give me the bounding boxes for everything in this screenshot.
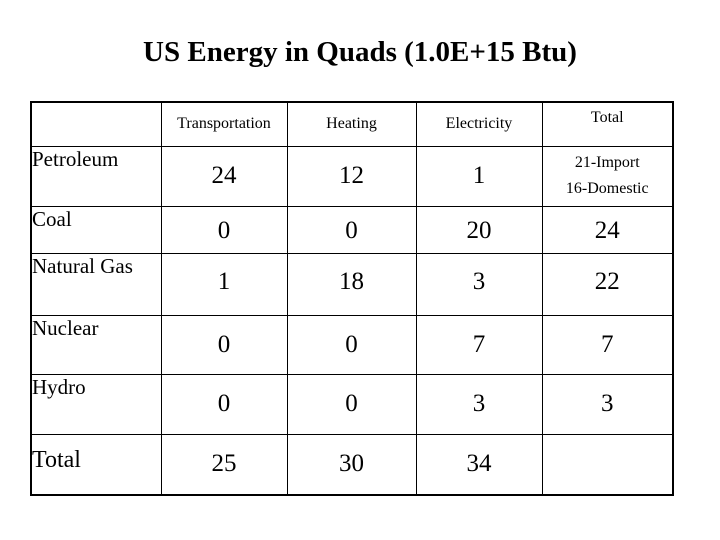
corner-cell (31, 102, 161, 146)
cell-total-total (542, 434, 673, 495)
petroleum-domestic-total: 16-Domestic (565, 180, 649, 197)
cell-hydro-total: 3 (542, 374, 673, 434)
energy-table (30, 101, 674, 496)
slide-title: US Energy in Quads (1.0E+15 Btu) (143, 36, 577, 68)
column-header-transportation: Transportation (161, 102, 287, 146)
cell-nuclear-heating: 0 (287, 315, 416, 374)
cell-coal-transportation: 0 (161, 206, 287, 253)
row-label-petroleum: Petroleum (31, 146, 161, 206)
cell-coal-heating: 0 (287, 206, 416, 253)
cell-natural-gas-heating: 18 (287, 253, 416, 315)
cell-petroleum-transportation: 24 (161, 146, 287, 206)
table-row-petroleum (31, 146, 673, 206)
cell-coal-electricity: 20 (416, 206, 542, 253)
cell-nuclear-transportation: 0 (161, 315, 287, 374)
table-row-natural-gas (31, 253, 673, 315)
cell-petroleum-electricity: 1 (416, 146, 542, 206)
row-label-total: Total (31, 434, 161, 495)
table-row-nuclear (31, 315, 673, 374)
row-label-hydro: Hydro (31, 374, 161, 434)
column-header-electricity: Electricity (416, 102, 542, 146)
column-header-total: Total (542, 102, 673, 146)
cell-total-heating: 30 (287, 434, 416, 495)
column-header-heating: Heating (287, 102, 416, 146)
cell-total-electricity: 34 (416, 434, 542, 495)
header-row (31, 102, 673, 146)
cell-hydro-transportation: 0 (161, 374, 287, 434)
table-row-total (31, 434, 673, 495)
petroleum-import-total: 21-Import (574, 154, 640, 171)
table-row-hydro (31, 374, 673, 434)
cell-hydro-electricity: 3 (416, 374, 542, 434)
row-label-natural-gas: Natural Gas (31, 253, 161, 315)
cell-total-transportation: 25 (161, 434, 287, 495)
cell-petroleum-heating: 12 (287, 146, 416, 206)
cell-hydro-heating: 0 (287, 374, 416, 434)
cell-petroleum-total (542, 146, 673, 206)
row-label-coal: Coal (31, 206, 161, 253)
cell-nuclear-electricity: 7 (416, 315, 542, 374)
table-row-coal (31, 206, 673, 253)
row-label-nuclear: Nuclear (31, 315, 161, 374)
cell-nuclear-total: 7 (542, 315, 673, 374)
cell-natural-gas-total: 22 (542, 253, 673, 315)
cell-natural-gas-transportation: 1 (161, 253, 287, 315)
cell-natural-gas-electricity: 3 (416, 253, 542, 315)
cell-coal-total: 24 (542, 206, 673, 253)
